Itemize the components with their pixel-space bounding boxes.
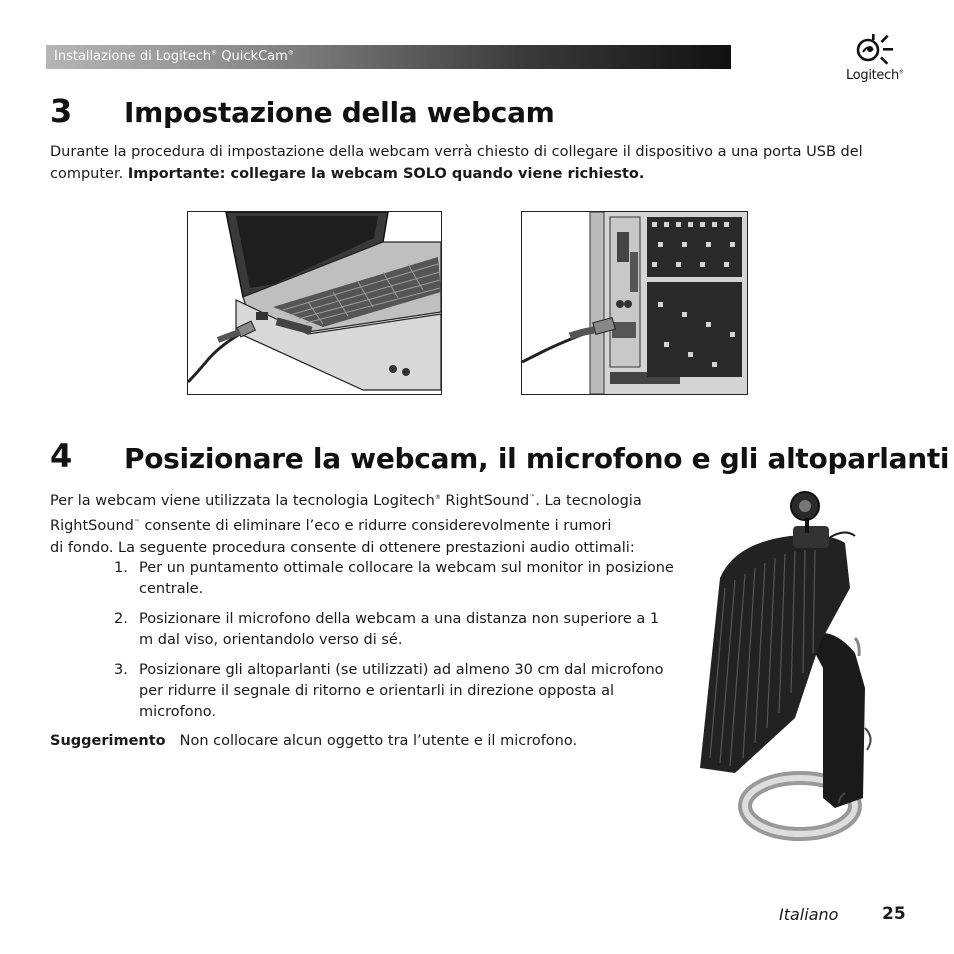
- footer-language: Italiano: [779, 905, 839, 924]
- laptop-usb-illustration: [187, 211, 442, 395]
- section-3-title: Impostazione della webcam: [124, 96, 555, 129]
- tip-text: Non collocare alcun oggetto tra l’utente e il microfono.: [179, 733, 578, 749]
- list-item: 3. Posizionare gli altoparlanti (se utilizzati) ad almeno 30 cm dal microfono per ridurre il segnale di ritorno e orientarli in direzione opposta al microfono.: [114, 662, 664, 720]
- section-4-title: Posizionare la webcam, il microfono e gli altoparlanti: [124, 442, 950, 475]
- section-3-number: 3: [50, 92, 73, 130]
- logitech-logo-icon: [846, 30, 908, 70]
- page-number: 25: [882, 904, 906, 924]
- tip-label: Suggerimento: [50, 733, 166, 749]
- monitor-webcam-illustration: [695, 488, 890, 850]
- section-4-intro: Per la webcam viene utilizzata la tecnologia Logitech® RightSound™. La tecnologia RightSound™ consente di eliminare l’eco e ridurre considerevolmente i rumori di fondo. La seguente procedura consente di ottenere prestazioni audio ottimali:: [50, 492, 642, 556]
- logo-wordmark: Logitech®: [846, 68, 904, 83]
- important-note: Importante: collegare la webcam SOLO quando viene richiesto.: [127, 166, 645, 182]
- section-3-paragraph: Durante la procedura di impostazione della webcam verrà chiesto di collegare il dispositivo a una porta USB del computer. Importante: collegare la webcam SOLO quando viene richiesto.: [50, 144, 863, 182]
- header-title: Installazione di Logitech® QuickCam®: [54, 49, 294, 64]
- tip-note: [50, 730, 577, 752]
- header-bar: [46, 45, 731, 69]
- list-item: 2. Posizionare il microfono della webcam a una distanza non superiore a 1 m dal viso, orientandolo verso di sé.: [114, 611, 660, 648]
- desktop-usb-illustration: [521, 211, 748, 395]
- section-4-number: 4: [50, 437, 73, 475]
- list-item: 1. Per un puntamento ottimale collocare la webcam sul monitor in posizione centrale.: [114, 560, 674, 597]
- positioning-steps: [114, 558, 674, 732]
- logitech-logo: [846, 30, 908, 88]
